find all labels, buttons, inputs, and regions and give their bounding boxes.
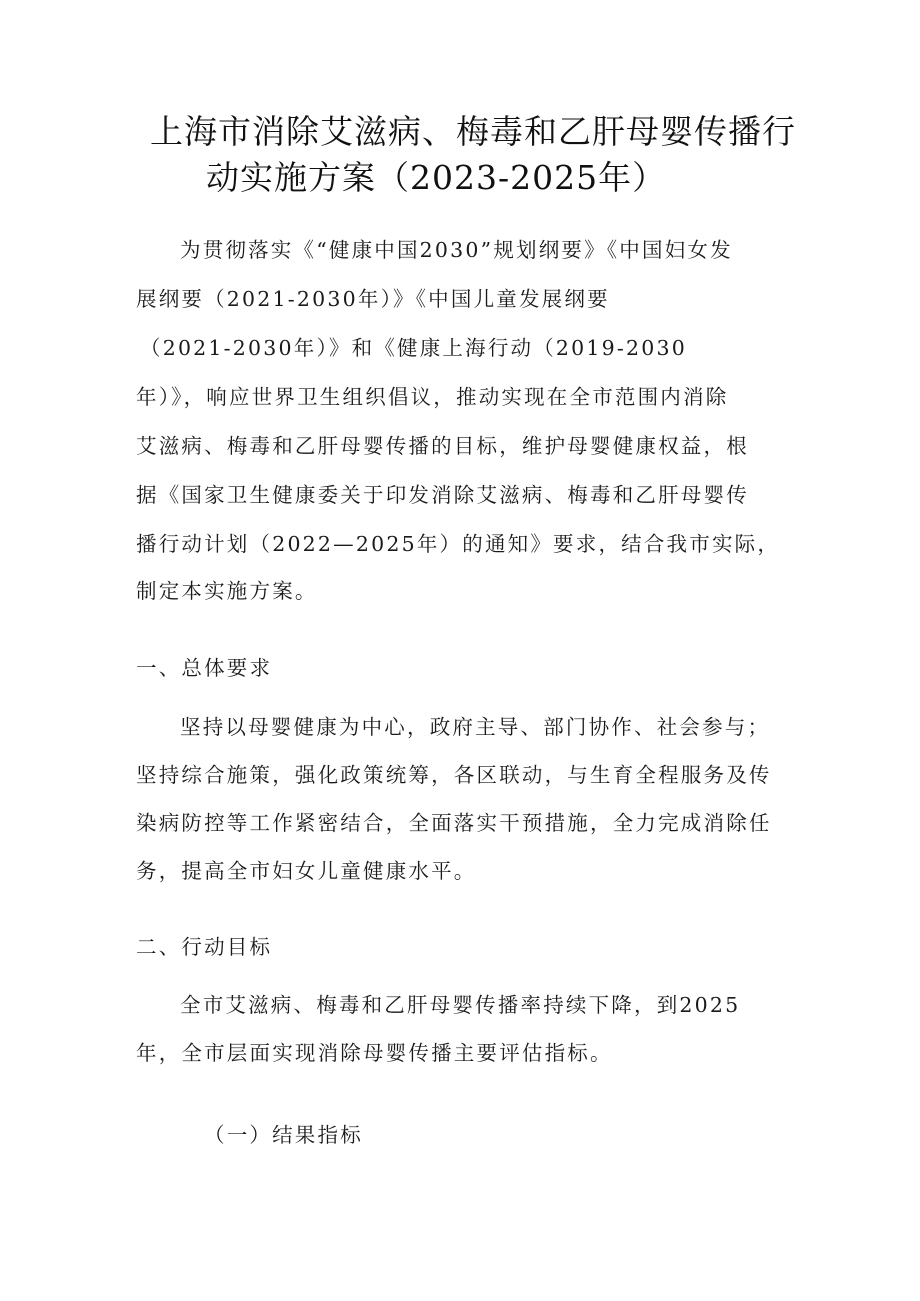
intro-line-1: 为贯彻落实《“健康中国2030”规划纲要》《中国妇女发 <box>180 238 733 262</box>
section-1-line-1: 坚持以母婴健康为中心，政府主导、部门协作、社会参与； <box>180 715 771 739</box>
section-1-heading: 一、总体要求 <box>136 656 273 680</box>
document-title-line-2: 动实施方案（2023-2025年） <box>206 158 667 197</box>
section-2-subheading: （一）结果指标 <box>204 1123 363 1147</box>
intro-line-2: 展纲要（2021-2030年）》《中国儿童发展纲要 <box>136 287 610 311</box>
section-2-heading: 二、行动目标 <box>136 935 273 959</box>
intro-line-5: 艾滋病、梅毒和乙肝母婴传播的目标，维护母婴健康权益，根 <box>136 434 749 458</box>
section-2-line-2: 年，全市层面实现消除母婴传播主要评估指标。 <box>136 1041 613 1065</box>
intro-line-8: 制定本实施方案。 <box>136 579 318 603</box>
section-2-line-1: 全市艾滋病、梅毒和乙肝母婴传播率持续下降，到2025 <box>180 993 741 1017</box>
section-1-line-3: 染病防控等工作紧密结合，全面落实干预措施，全力完成消除任 <box>136 811 772 835</box>
intro-line-6: 据《国家卫生健康委关于印发消除艾滋病、梅毒和乙肝母婴传 <box>136 483 749 507</box>
intro-line-4: 年）》，响应世界卫生组织倡议，推动实现在全市范围内消除 <box>136 385 729 409</box>
section-1-line-2: 坚持综合施策，强化政策统筹，各区联动，与生育全程服务及传 <box>136 763 772 787</box>
document-title-line-1: 上海市消除艾滋病、梅毒和乙肝母婴传播行 <box>150 112 796 151</box>
intro-line-3: （2021-2030年）》和《健康上海行动（2019-2030 <box>140 336 687 360</box>
intro-line-7: 播行动计划（2022—2025年）的通知》要求，结合我市实际， <box>136 532 781 556</box>
section-1-line-4: 务，提高全市妇女儿童健康水平。 <box>136 859 477 883</box>
